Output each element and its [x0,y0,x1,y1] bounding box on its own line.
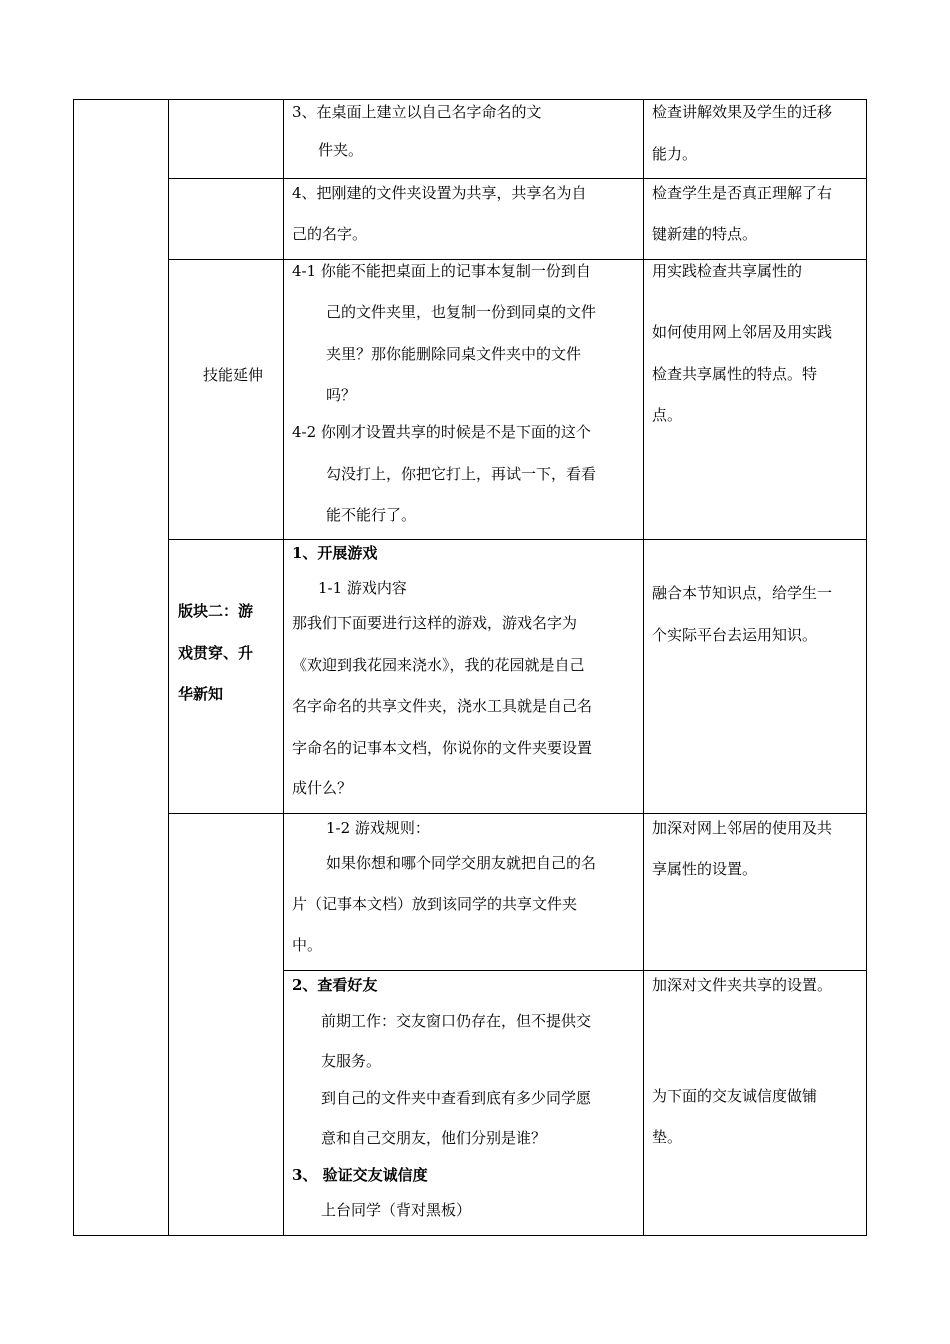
table-cell-text: 《欢迎到我花园来浇水》，我的花园就是自己 [292,656,585,674]
table-cell-text: 那我们下面要进行这样的游戏，游戏名字为 [292,614,578,632]
table-cell-text: 用实践检查共享属性的 [652,262,803,280]
table-cell-heading: 2、查看好友 [292,976,378,994]
table-cell-text: 到自己的文件夹中查看到底有多少同学愿 [321,1089,592,1107]
table-cell-text: 件夹。 [318,141,364,159]
table-cell-text: 检查学生是否真正理解了右 [652,184,833,202]
section-label: 技能延伸 [203,366,264,384]
table-cell-text: 个实际平台去运用知识。 [652,626,818,644]
table-cell-text: 意和自己交朋友，他们分别是谁？ [321,1129,547,1147]
table-cell-text: 友服务。 [321,1052,382,1070]
table-cell-text: 己的文件夹里，也复制一份到同桌的文件 [326,303,597,321]
table-cell-text: 能不能行了。 [326,506,417,524]
table-cell-text: 上台同学（背对黑板） [321,1201,472,1219]
table-border-col4 [643,99,644,1236]
table-cell-text: 名字命名的共享文件夹，浇水工具就是自己名 [292,697,593,715]
section-label: 戏贯穿、升 [178,644,254,662]
table-border-col2 [168,99,169,1236]
table-border-col3 [283,99,284,1236]
table-cell-text: 成什么？ [292,779,353,797]
row-divider [283,970,867,971]
table-cell-text: 字命名的记事本文档，你说你的文件夹要设置 [292,739,593,757]
section-label: 华新知 [178,685,224,703]
row-divider [168,259,867,260]
table-cell-text: 享属性的设置。 [652,860,758,878]
table-cell-text: 前期工作：交友窗口仍存在，但不提供交 [321,1012,592,1030]
table-border-top [73,99,867,100]
table-cell-text: 4、把刚建的文件夹设置为共享，共享名为自 [292,184,587,202]
table-cell-text: 键新建的特点。 [652,225,758,243]
table-cell-text: 垫。 [652,1128,683,1146]
table-border-bottom [73,1235,867,1236]
table-cell-text: 片（记事本文档）放到该同学的共享文件夹 [292,895,578,913]
table-border-left [73,99,74,1236]
table-cell-text: 3、在桌面上建立以自己名字命名的文 [292,103,542,121]
table-cell-text: 1-2 游戏规则： [326,819,430,837]
table-cell-text: 加深对文件夹共享的设置。 [652,976,833,994]
table-border-right [866,99,867,1236]
table-cell-text: 为下面的交友诚信度做铺 [652,1087,818,1105]
table-cell-text: 能力。 [652,145,698,163]
table-cell-text: 如何使用网上邻居及用实践 [652,323,833,341]
row-divider [168,813,867,814]
table-cell-text: 加深对网上邻居的使用及共 [652,819,833,837]
table-cell-text: 己的名字。 [292,225,368,243]
table-cell-text: 融合本节知识点，给学生一 [652,584,833,602]
table-cell-text: 夹里？那你能删除同桌文件夹中的文件 [326,345,582,363]
table-cell-text: 勾没打上，你把它打上，再试一下，看看 [326,465,597,483]
row-divider [168,178,867,179]
table-cell-text: 4-1 你能不能把桌面上的记事本复制一份到自 [292,262,591,280]
table-cell-heading: 1、开展游戏 [292,544,378,562]
row-divider [168,539,867,540]
table-cell-text: 检查共享属性的特点。特 [652,365,818,383]
table-cell-text: 如果你想和哪个同学交朋友就把自己的名 [326,854,597,872]
table-cell-text: 中。 [292,936,323,954]
table-cell-text: 点。 [652,406,683,424]
table-cell-text: 检查讲解效果及学生的迁移 [652,103,833,121]
table-cell-text: 吗？ [326,386,357,404]
section-label: 版块二：游 [178,602,254,620]
table-cell-heading: 3、 验证交友诚信度 [292,1166,428,1184]
table-cell-text: 4-2 你刚才设置共享的时候是不是下面的这个 [292,423,591,441]
table-cell-text: 1-1 游戏内容 [318,579,407,597]
